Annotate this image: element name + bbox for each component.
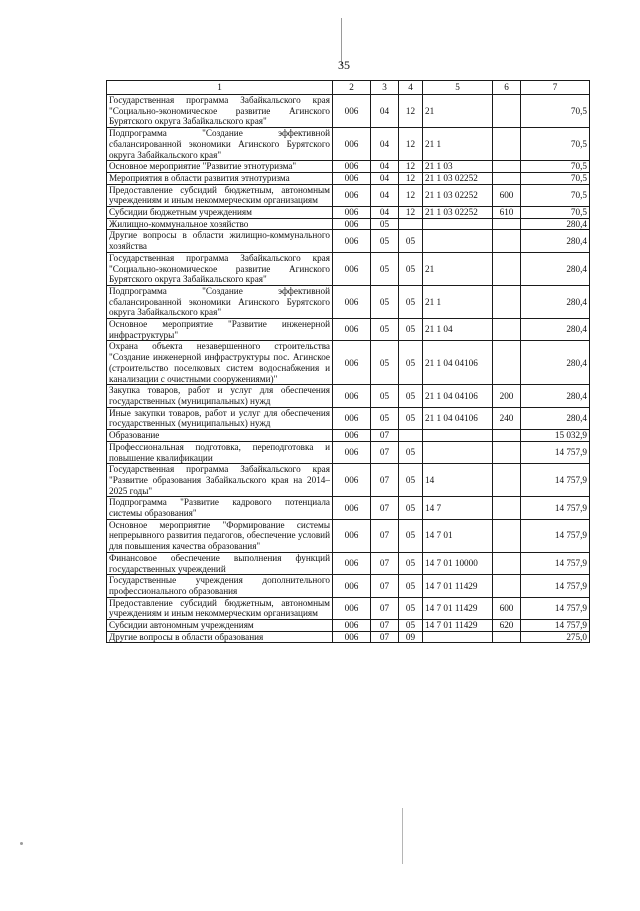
expense-type-code: [493, 464, 521, 497]
item-name: Подпрограмма "Создание эффективной сбалансированной экономики Агинского Бурятского округа Забайкальского края": [107, 285, 333, 318]
expense-type-code: [493, 631, 521, 643]
expense-type-code: [493, 430, 521, 442]
ministry-code: 006: [333, 95, 371, 128]
table-row: [107, 319, 590, 341]
ministry-code: 006: [333, 207, 371, 219]
expense-type-code: [493, 161, 521, 173]
target-article-code: 21 1 03 02252: [423, 184, 493, 206]
amount: 70,5: [521, 161, 590, 173]
ministry-code: 006: [333, 575, 371, 597]
item-name: Мероприятия в области развития этнотуризма: [107, 172, 333, 184]
amount: 14 757,9: [521, 597, 590, 619]
amount: 14 757,9: [521, 519, 590, 552]
section-code: 07: [371, 497, 399, 519]
target-article-code: [423, 441, 493, 463]
header-cell: 2: [333, 81, 371, 95]
table-row: [107, 385, 590, 407]
expense-type-code: [493, 519, 521, 552]
item-name: Государственная программа Забайкальского края "Развитие образования Забайкальского края на 2014–2025 годы": [107, 464, 333, 497]
item-name: Государственная программа Забайкальского края "Социально-экономическое развитие Агинского Бурятского округа Забайкальского края": [107, 95, 333, 128]
subsection-code: 05: [399, 319, 423, 341]
table-row: [107, 172, 590, 184]
item-name: Основное мероприятие "Формирование системы непрерывного развития педагогов, обеспечение условий для повышения качества образования": [107, 519, 333, 552]
ministry-code: 006: [333, 128, 371, 161]
target-article-code: 14 7: [423, 497, 493, 519]
ministry-code: 006: [333, 430, 371, 442]
section-code: 05: [371, 218, 399, 230]
amount: 70,5: [521, 172, 590, 184]
target-article-code: 21 1 04 04106: [423, 385, 493, 407]
expense-type-code: [493, 230, 521, 252]
section-code: 04: [371, 161, 399, 173]
amount: 14 757,9: [521, 441, 590, 463]
expense-type-code: [493, 285, 521, 318]
table-row: [107, 631, 590, 643]
ministry-code: 006: [333, 172, 371, 184]
expense-type-code: [493, 128, 521, 161]
amount: 280,4: [521, 285, 590, 318]
section-code: 05: [371, 285, 399, 318]
table-row: [107, 620, 590, 632]
expense-type-code: [493, 252, 521, 285]
ministry-code: 006: [333, 631, 371, 643]
table-row: [107, 161, 590, 173]
header-cell: 1: [107, 81, 333, 95]
ministry-code: 006: [333, 285, 371, 318]
amount: 14 757,9: [521, 575, 590, 597]
amount: 14 757,9: [521, 620, 590, 632]
section-code: 07: [371, 552, 399, 574]
subsection-code: 05: [399, 230, 423, 252]
table-row: [107, 441, 590, 463]
subsection-code: 05: [399, 519, 423, 552]
header-cell: 7: [521, 81, 590, 95]
section-code: 05: [371, 341, 399, 385]
ministry-code: 006: [333, 441, 371, 463]
section-code: 07: [371, 464, 399, 497]
section-code: 04: [371, 207, 399, 219]
ministry-code: 006: [333, 385, 371, 407]
item-name: Другие вопросы в области жилищно-коммунального хозяйства: [107, 230, 333, 252]
table-header-row: [107, 81, 590, 95]
section-code: 04: [371, 128, 399, 161]
ministry-code: 006: [333, 218, 371, 230]
header-cell: 4: [399, 81, 423, 95]
table-row: [107, 552, 590, 574]
target-article-code: 14 7 01 11429: [423, 575, 493, 597]
target-article-code: 21 1 03 02252: [423, 172, 493, 184]
expense-type-code: [493, 95, 521, 128]
target-article-code: 21 1 04: [423, 319, 493, 341]
subsection-code: 09: [399, 631, 423, 643]
table-row: [107, 218, 590, 230]
section-code: 04: [371, 184, 399, 206]
ministry-code: 006: [333, 341, 371, 385]
header-cell: 3: [371, 81, 399, 95]
item-name: Подпрограмма "Создание эффективной сбалансированной экономики Агинского Бурятского округа Забайкальского края": [107, 128, 333, 161]
section-code: 07: [371, 631, 399, 643]
subsection-code: 05: [399, 341, 423, 385]
subsection-code: 05: [399, 285, 423, 318]
amount: 280,4: [521, 319, 590, 341]
section-code: 04: [371, 95, 399, 128]
table-row: [107, 597, 590, 619]
item-name: Государственная программа Забайкальского края "Социально-экономическое развитие Агинского Бурятского округа Забайкальского края": [107, 252, 333, 285]
table-row: [107, 407, 590, 429]
amount: 280,4: [521, 407, 590, 429]
ministry-code: 006: [333, 497, 371, 519]
ministry-code: 006: [333, 597, 371, 619]
subsection-code: 05: [399, 252, 423, 285]
target-article-code: 14 7 01: [423, 519, 493, 552]
ministry-code: 006: [333, 184, 371, 206]
target-article-code: 14 7 01 11429: [423, 620, 493, 632]
subsection-code: 12: [399, 128, 423, 161]
target-article-code: [423, 430, 493, 442]
header-cell: 6: [493, 81, 521, 95]
expense-type-code: 200: [493, 385, 521, 407]
table-row: [107, 430, 590, 442]
subsection-code: 12: [399, 172, 423, 184]
subsection-code: 12: [399, 161, 423, 173]
table-row: [107, 230, 590, 252]
expense-type-code: 240: [493, 407, 521, 429]
section-code: 07: [371, 519, 399, 552]
table-row: [107, 464, 590, 497]
expense-type-code: [493, 172, 521, 184]
subsection-code: [399, 430, 423, 442]
target-article-code: 14: [423, 464, 493, 497]
amount: 280,4: [521, 218, 590, 230]
target-article-code: [423, 230, 493, 252]
expense-type-code: [493, 497, 521, 519]
ministry-code: 006: [333, 252, 371, 285]
expense-type-code: 600: [493, 597, 521, 619]
expense-type-code: 610: [493, 207, 521, 219]
subsection-code: 05: [399, 552, 423, 574]
table-row: [107, 341, 590, 385]
item-name: Охрана объекта незавершенного строительства "Создание инженерной инфраструктуры пос. Агинское (строительство поселковых систем водоснабжения и канализации с очистными сооружениями)": [107, 341, 333, 385]
ministry-code: 006: [333, 552, 371, 574]
amount: 14 757,9: [521, 464, 590, 497]
target-article-code: 21 1 04 04106: [423, 407, 493, 429]
section-code: 05: [371, 252, 399, 285]
subsection-code: 05: [399, 407, 423, 429]
scan-artifact-dot: [20, 842, 23, 845]
target-article-code: [423, 218, 493, 230]
expense-type-code: [493, 319, 521, 341]
item-name: Образование: [107, 430, 333, 442]
subsection-code: 05: [399, 385, 423, 407]
target-article-code: 21 1: [423, 285, 493, 318]
target-article-code: 21: [423, 252, 493, 285]
subsection-code: 12: [399, 95, 423, 128]
subsection-code: 12: [399, 207, 423, 219]
expense-type-code: 600: [493, 184, 521, 206]
section-code: 05: [371, 385, 399, 407]
expense-type-code: [493, 552, 521, 574]
section-code: 07: [371, 575, 399, 597]
subsection-code: 05: [399, 597, 423, 619]
amount: 15 032,9: [521, 430, 590, 442]
table-row: [107, 252, 590, 285]
subsection-code: 05: [399, 497, 423, 519]
item-name: Государственные учреждения дополнительного профессионального образования: [107, 575, 333, 597]
subsection-code: [399, 218, 423, 230]
amount: 280,4: [521, 341, 590, 385]
expense-type-code: [493, 218, 521, 230]
target-article-code: [423, 631, 493, 643]
section-code: 07: [371, 441, 399, 463]
amount: 14 757,9: [521, 497, 590, 519]
subsection-code: 12: [399, 184, 423, 206]
target-article-code: 21 1 03 02252: [423, 207, 493, 219]
item-name: Субсидии автономным учреждениям: [107, 620, 333, 632]
ministry-code: 006: [333, 620, 371, 632]
item-name: Субсидии бюджетным учреждениям: [107, 207, 333, 219]
item-name: Основное мероприятие "Развитие этнотуризма": [107, 161, 333, 173]
section-code: 04: [371, 172, 399, 184]
section-code: 05: [371, 319, 399, 341]
ministry-code: 006: [333, 407, 371, 429]
item-name: Иные закупки товаров, работ и услуг для обеспечения государственных (муниципальных) нужд: [107, 407, 333, 429]
subsection-code: 05: [399, 575, 423, 597]
item-name: Другие вопросы в области образования: [107, 631, 333, 643]
item-name: Подпрограмма "Развитие кадрового потенциала системы образования": [107, 497, 333, 519]
section-code: 07: [371, 430, 399, 442]
ministry-code: 006: [333, 519, 371, 552]
item-name: Жилищно-коммунальное хозяйство: [107, 218, 333, 230]
table-row: [107, 497, 590, 519]
target-article-code: 21: [423, 95, 493, 128]
amount: 280,4: [521, 230, 590, 252]
table-row: [107, 207, 590, 219]
amount: 70,5: [521, 128, 590, 161]
table-row: [107, 575, 590, 597]
item-name: Профессиональная подготовка, переподготовка и повышение квалификации: [107, 441, 333, 463]
ministry-code: 006: [333, 464, 371, 497]
expense-type-code: 620: [493, 620, 521, 632]
section-code: 05: [371, 407, 399, 429]
table-row: [107, 184, 590, 206]
subsection-code: 05: [399, 620, 423, 632]
target-article-code: 21 1: [423, 128, 493, 161]
table-row: [107, 285, 590, 318]
ministry-code: 006: [333, 230, 371, 252]
subsection-code: 05: [399, 464, 423, 497]
table-row: [107, 128, 590, 161]
item-name: Финансовое обеспечение выполнения функций государственных учреждений: [107, 552, 333, 574]
item-name: Основное мероприятие "Развитие инженерной инфраструктуры": [107, 319, 333, 341]
amount: 280,4: [521, 385, 590, 407]
amount: 280,4: [521, 252, 590, 285]
table-row: [107, 95, 590, 128]
item-name: Предоставление субсидий бюджетным, автономным учреждениям и иным некоммерческим организациям: [107, 597, 333, 619]
table-row: [107, 519, 590, 552]
section-code: 05: [371, 230, 399, 252]
amount: 275,0: [521, 631, 590, 643]
amount: 70,5: [521, 184, 590, 206]
ministry-code: 006: [333, 161, 371, 173]
subsection-code: 05: [399, 441, 423, 463]
scan-artifact-line: [402, 808, 403, 864]
header-cell: 5: [423, 81, 493, 95]
item-name: Предоставление субсидий бюджетным, автономным учреждениям и иным некоммерческим организациям: [107, 184, 333, 206]
amount: 14 757,9: [521, 552, 590, 574]
budget-table: [106, 80, 590, 643]
item-name: Закупка товаров, работ и услуг для обеспечения государственных (муниципальных) нужд: [107, 385, 333, 407]
target-article-code: 14 7 01 10000: [423, 552, 493, 574]
target-article-code: 14 7 01 11429: [423, 597, 493, 619]
section-code: 07: [371, 597, 399, 619]
expense-type-code: [493, 575, 521, 597]
expense-type-code: [493, 341, 521, 385]
expense-type-code: [493, 441, 521, 463]
target-article-code: 21 1 03: [423, 161, 493, 173]
ministry-code: 006: [333, 319, 371, 341]
section-code: 07: [371, 620, 399, 632]
target-article-code: 21 1 04 04106: [423, 341, 493, 385]
amount: 70,5: [521, 207, 590, 219]
page-number: 35: [338, 58, 350, 72]
amount: 70,5: [521, 95, 590, 128]
